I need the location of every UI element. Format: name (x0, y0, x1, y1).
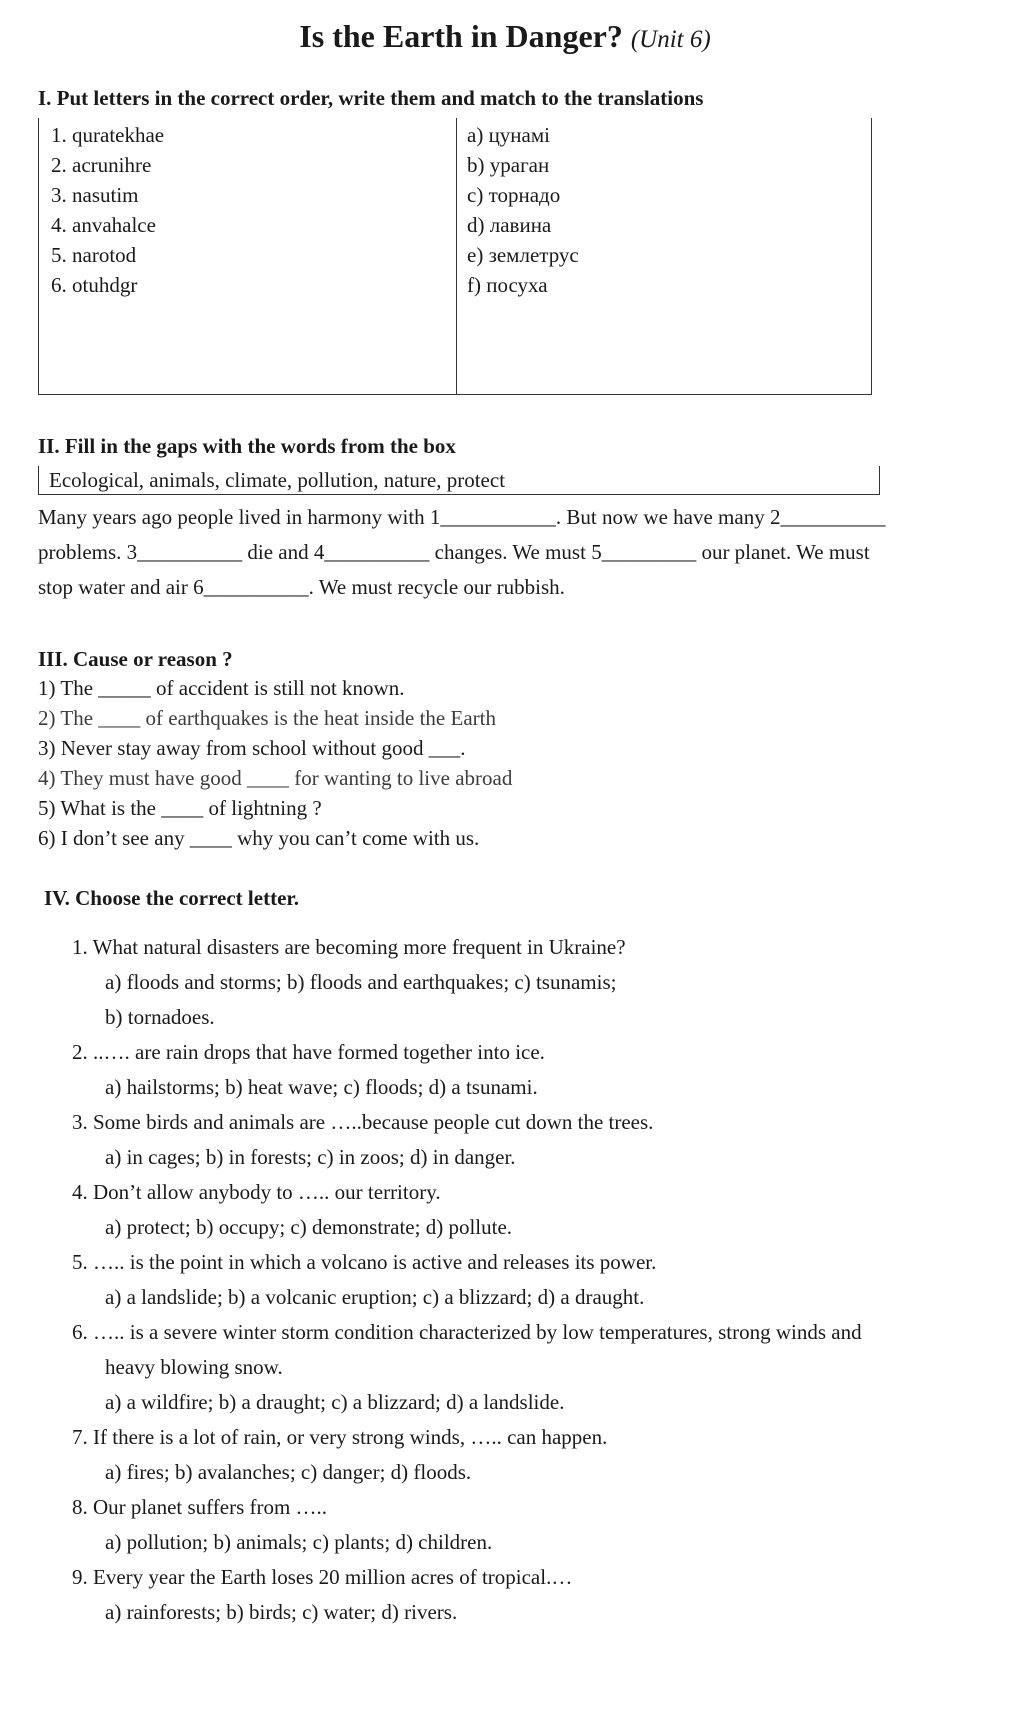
question: 8. Our planet suffers from ….. (72, 1495, 328, 1519)
translations-column (467, 120, 579, 300)
scrambled-word: 6. otuhdgr (51, 273, 138, 297)
question: 5. ….. is the point in which a volcano is active and releases its power. (72, 1250, 657, 1274)
matching-table (38, 118, 872, 395)
question: 7. If there is a lot of rain, or very strong winds, ….. can happen. (72, 1425, 608, 1449)
question-options: a) pollution; b) animals; c) plants; d) children. (105, 1530, 493, 1554)
title-main: Is the Earth in Danger? (299, 18, 623, 54)
section2-heading: II. Fill in the gaps with the words from the box (38, 434, 456, 458)
scrambled-words-column (51, 120, 164, 300)
question-options: a) floods and storms; b) floods and earthquakes; c) tsunamis; (105, 970, 617, 994)
cause-reason-item: 6) I don’t see any ____ why you can’t come with us. (38, 826, 480, 850)
question: 2. ..…. are rain drops that have formed together into ice. (72, 1040, 545, 1064)
translation: e) землетрус (467, 243, 579, 267)
section3-heading: III. Cause or reason ? (38, 647, 233, 671)
question-options: a) a landslide; b) a volcanic eruption; c) a blizzard; d) a draught. (105, 1285, 645, 1309)
cause-reason-item: 5) What is the ____ of lightning ? (38, 796, 322, 820)
question-options: b) tornadoes. (105, 1005, 215, 1029)
translation: b) ураган (467, 153, 550, 177)
question-options: a) protect; b) occupy; c) demonstrate; d) pollute. (105, 1215, 513, 1239)
word-box-text: Ecological, animals, climate, pollution, nature, protect (49, 468, 506, 492)
translation: f) посуха (467, 273, 548, 297)
scrambled-word: 1. quratekhae (51, 123, 165, 147)
question: 4. Don’t allow anybody to ….. our territory. (72, 1180, 441, 1204)
question: 1. What natural disasters are becoming more frequent in Ukraine? (72, 935, 626, 959)
question-list (72, 930, 862, 1630)
scrambled-word: 3. nasutim (51, 183, 139, 207)
question-options: a) hailstorms; b) heat wave; c) floods; d) a tsunami. (105, 1075, 538, 1099)
question-options: a) rainforests; b) birds; c) water; d) rivers. (105, 1600, 458, 1624)
section1-heading: I. Put letters in the correct order, write them and match to the translations (38, 86, 704, 110)
question: 3. Some birds and animals are …..because people cut down the trees. (72, 1110, 654, 1134)
cause-reason-item: 2) The ____ of earthquakes is the heat inside the Earth (38, 706, 496, 730)
question-options: a) in cages; b) in forests; c) in zoos; d) in danger. (105, 1145, 516, 1169)
word-box (38, 466, 880, 495)
page-title (0, 16, 1010, 60)
translation: a) цунамі (467, 123, 550, 147)
question-options: a) a wildfire; b) a draught; c) a blizzard; d) a landslide. (105, 1390, 565, 1414)
section4-heading: IV. Choose the correct letter. (44, 886, 300, 910)
question-options: a) fires; b) avalanches; c) danger; d) floods. (105, 1460, 472, 1484)
scrambled-word: 4. anvahalce (51, 213, 156, 237)
gap-text-line: Many years ago people lived in harmony with 1___________. But now we have many 2__________ (38, 505, 886, 529)
title-unit: (Unit 6) (630, 26, 711, 53)
gap-text-line: stop water and air 6__________. We must recycle our rubbish. (38, 575, 565, 599)
cause-reason-item: 1) The _____ of accident is still not known. (38, 676, 405, 700)
scrambled-word: 5. narotod (51, 243, 137, 267)
table-divider (456, 118, 457, 394)
gap-text-line: problems. 3__________ die and 4__________ changes. We must 5_________ our planet. We must (38, 540, 870, 564)
scrambled-word: 2. acrunihre (51, 153, 152, 177)
question-continuation: heavy blowing snow. (105, 1355, 283, 1379)
cause-reason-item: 4) They must have good ____ for wanting to live abroad (38, 766, 513, 790)
translation: d) лавина (467, 213, 552, 237)
cause-reason-item: 3) Never stay away from school without good ___. (38, 736, 466, 760)
translation: c) торнадо (467, 183, 561, 207)
question: 9. Every year the Earth loses 20 million acres of tropical.… (72, 1565, 573, 1589)
question: 6. ….. is a severe winter storm condition characterized by low temperatures, strong winds and (72, 1320, 862, 1344)
